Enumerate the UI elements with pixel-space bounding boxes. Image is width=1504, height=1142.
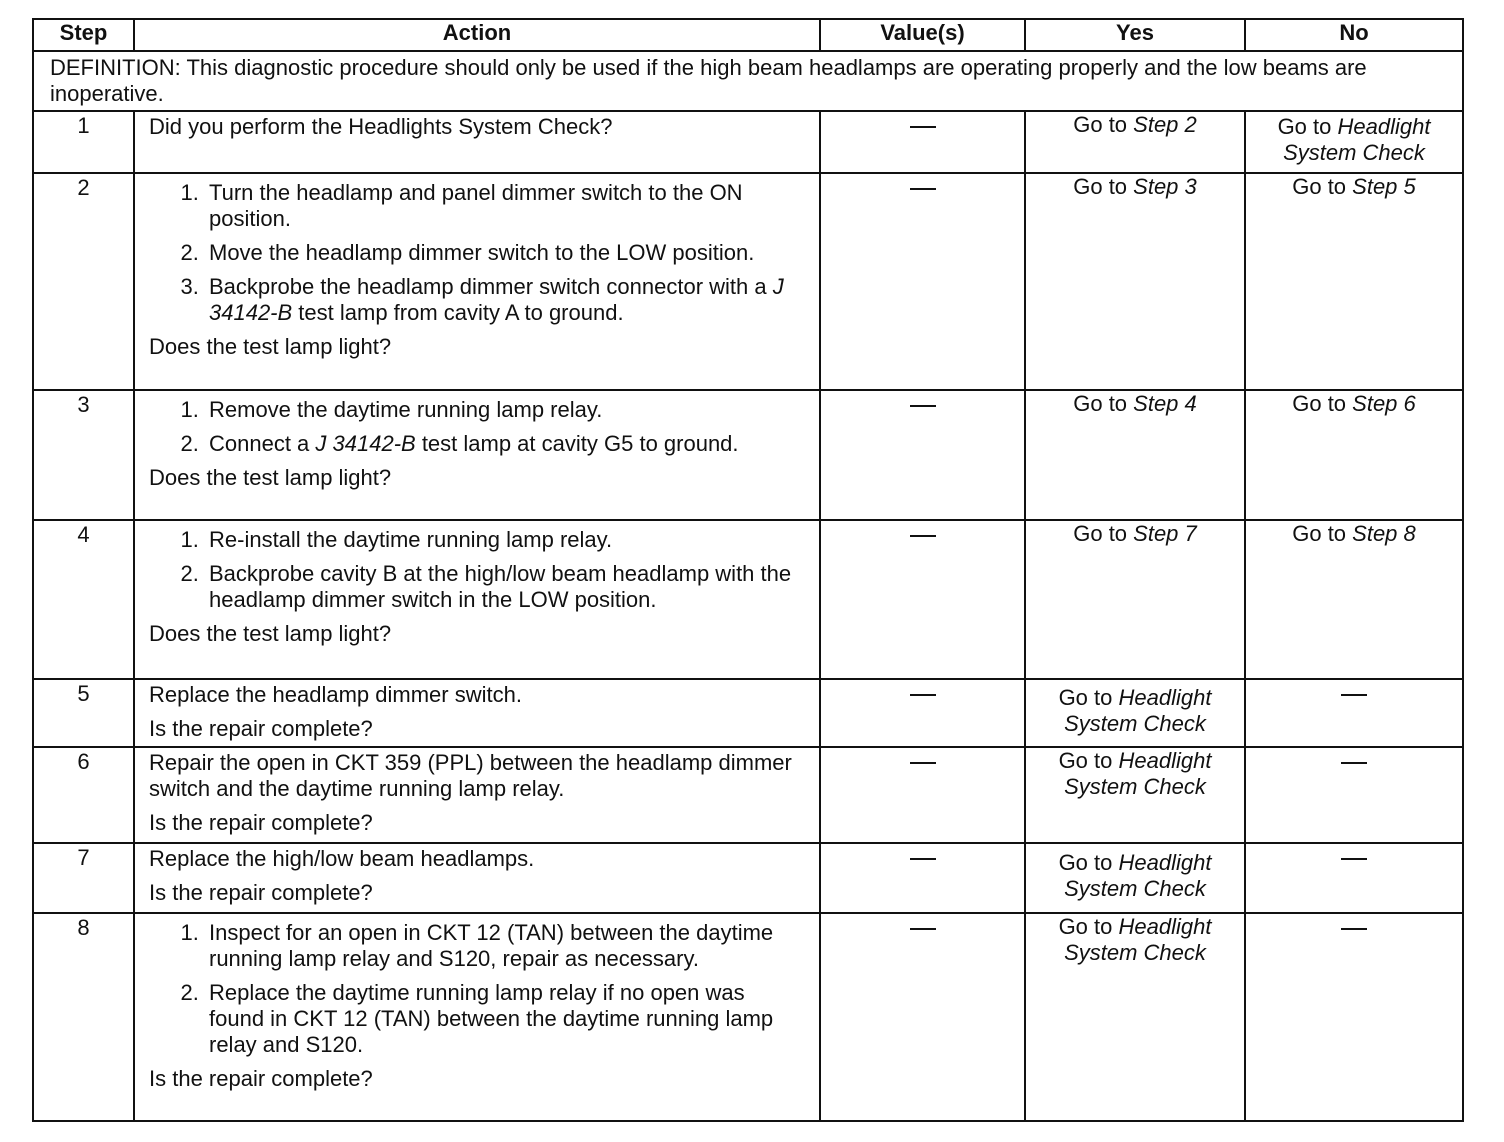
action-cell [134,913,820,1121]
yes-cell [1025,390,1245,520]
dash-mark [910,126,936,128]
table-row [33,843,1463,913]
question-text: Is the repair complete? [149,716,373,741]
action-text: Replace the high/low beam headlamps. [149,846,535,871]
value-cell [820,747,1025,843]
goto-link[interactable]: Step 8 [1352,521,1416,546]
goto-text: Go to [1292,174,1353,199]
action-list [149,180,805,326]
yes-cell [1025,843,1245,913]
action-list [149,397,805,457]
yes-cell [1025,913,1245,1121]
dash-mark [1341,858,1367,860]
goto-link[interactable]: Headlight [1337,114,1431,139]
goto-link[interactable]: System Check [1064,711,1206,736]
no-cell [1245,913,1463,1121]
dash-mark [1341,928,1367,930]
dash-mark [910,535,936,537]
yes-cell [1025,111,1245,173]
step-number: 4 [33,520,134,679]
definition-text: DEFINITION: This diagnostic procedure should only be used if the high beam headlamps are operating properly and the low beams are inoperative. [33,51,1463,111]
step-number: 6 [33,747,134,843]
list-item: 1. Turn the headlamp and panel dimmer switch to the ON position. [205,180,805,232]
action-cell [134,520,820,679]
tool-name: J 34142-B [209,274,784,325]
table-row [33,913,1463,1121]
value-cell [820,520,1025,679]
action-list [149,920,805,1058]
header-step: Step [33,19,134,51]
goto-link[interactable]: System Check [1283,140,1425,165]
action-text: Repair the open in CKT 359 (PPL) between the headlamp dimmer switch and the daytime running lamp relay. [149,750,792,801]
header-no: No [1245,19,1463,51]
goto-link[interactable]: Step 6 [1352,391,1416,416]
goto-link[interactable]: System Check [1064,876,1206,901]
goto-link[interactable]: Headlight [1118,850,1212,875]
goto-text: Go to [1277,114,1338,139]
step-number: 2 [33,173,134,390]
list-item: 2. Backprobe cavity B at the high/low beam headlamp with the headlamp dimmer switch in the LOW position. [205,561,805,613]
table-row [33,679,1463,747]
table-row [33,520,1463,679]
goto-text: Go to [1073,391,1134,416]
action-cell [134,679,820,747]
no-cell [1245,520,1463,679]
no-cell [1245,843,1463,913]
list-item: 1. Re-install the daytime running lamp relay. [205,527,805,553]
goto-text: Go to [1292,391,1353,416]
table-row [33,747,1463,843]
value-cell [820,173,1025,390]
no-cell [1245,173,1463,390]
yes-cell [1025,747,1245,843]
goto-link[interactable]: Step 4 [1133,391,1197,416]
goto-text: Go to [1058,748,1119,773]
goto-link[interactable]: Headlight [1118,748,1212,773]
action-text: Replace the headlamp dimmer switch. [149,682,522,707]
dash-mark [1341,694,1367,696]
yes-cell [1025,679,1245,747]
value-cell [820,843,1025,913]
step-number: 8 [33,913,134,1121]
yes-cell [1025,520,1245,679]
value-cell [820,390,1025,520]
value-cell [820,111,1025,173]
goto-text: Go to [1058,914,1119,939]
action-cell [134,390,820,520]
goto-text: Go to [1073,174,1134,199]
dash-mark [910,188,936,190]
goto-text: Go to [1058,850,1119,875]
question-text: Does the test lamp light? [149,621,392,646]
header-values: Value(s) [820,19,1025,51]
list-item: 1. Inspect for an open in CKT 12 (TAN) between the daytime running lamp relay and S120, repair as necessary. [205,920,805,972]
goto-text: Go to [1073,521,1134,546]
action-cell [134,747,820,843]
dash-mark [910,694,936,696]
step-number: 7 [33,843,134,913]
question-text: Is the repair complete? [149,810,373,835]
table-row [33,111,1463,173]
definition-row [33,51,1463,111]
goto-link[interactable]: System Check [1064,940,1206,965]
header-action: Action [134,19,820,51]
goto-link[interactable]: Step 7 [1133,521,1197,546]
list-item: 1. Remove the daytime running lamp relay. [205,397,805,423]
question-text: Does the test lamp light? [149,465,392,490]
header-yes: Yes [1025,19,1245,51]
step-number: 1 [33,111,134,173]
tool-name: J 34142-B [315,431,416,456]
goto-link[interactable]: Headlight [1118,685,1212,710]
action-cell [134,111,820,173]
header-row [33,19,1463,51]
no-cell [1245,390,1463,520]
action-cell [134,843,820,913]
table-row [33,390,1463,520]
yes-cell [1025,173,1245,390]
dash-mark [910,762,936,764]
list-item: 2. Connect a J 34142-B test lamp at cavity G5 to ground. [205,431,805,457]
goto-link[interactable]: System Check [1064,774,1206,799]
dash-mark [910,405,936,407]
question-text: Is the repair complete? [149,880,373,905]
goto-text: Go to [1073,112,1134,137]
no-cell [1245,747,1463,843]
action-list [149,527,805,613]
question-text: Does the test lamp light? [149,334,392,359]
table-row [33,173,1463,390]
value-cell [820,679,1025,747]
goto-text: Go to [1292,521,1353,546]
question-text: Is the repair complete? [149,1066,373,1091]
question-text: Did you perform the Headlights System Check? [149,114,613,139]
dash-mark [1341,762,1367,764]
list-item: 2. Move the headlamp dimmer switch to the LOW position. [205,240,805,266]
value-cell [820,913,1025,1121]
no-cell [1245,111,1463,173]
action-cell [134,173,820,390]
dash-mark [910,928,936,930]
goto-text: Go to [1058,685,1119,710]
goto-link[interactable]: Step 2 [1133,112,1197,137]
goto-link[interactable]: Step 5 [1352,174,1416,199]
no-cell [1245,679,1463,747]
step-number: 3 [33,390,134,520]
dash-mark [910,858,936,860]
list-item: 2. Replace the daytime running lamp relay if no open was found in CKT 12 (TAN) between the daytime running lamp relay and S120. [205,980,805,1058]
step-number: 5 [33,679,134,747]
goto-link[interactable]: Step 3 [1133,174,1197,199]
diagnostic-table [32,18,1464,1122]
goto-link[interactable]: Headlight [1118,914,1212,939]
list-item: 3. Backprobe the headlamp dimmer switch connector with a J 34142-B test lamp from cavity A to ground. [205,274,805,326]
